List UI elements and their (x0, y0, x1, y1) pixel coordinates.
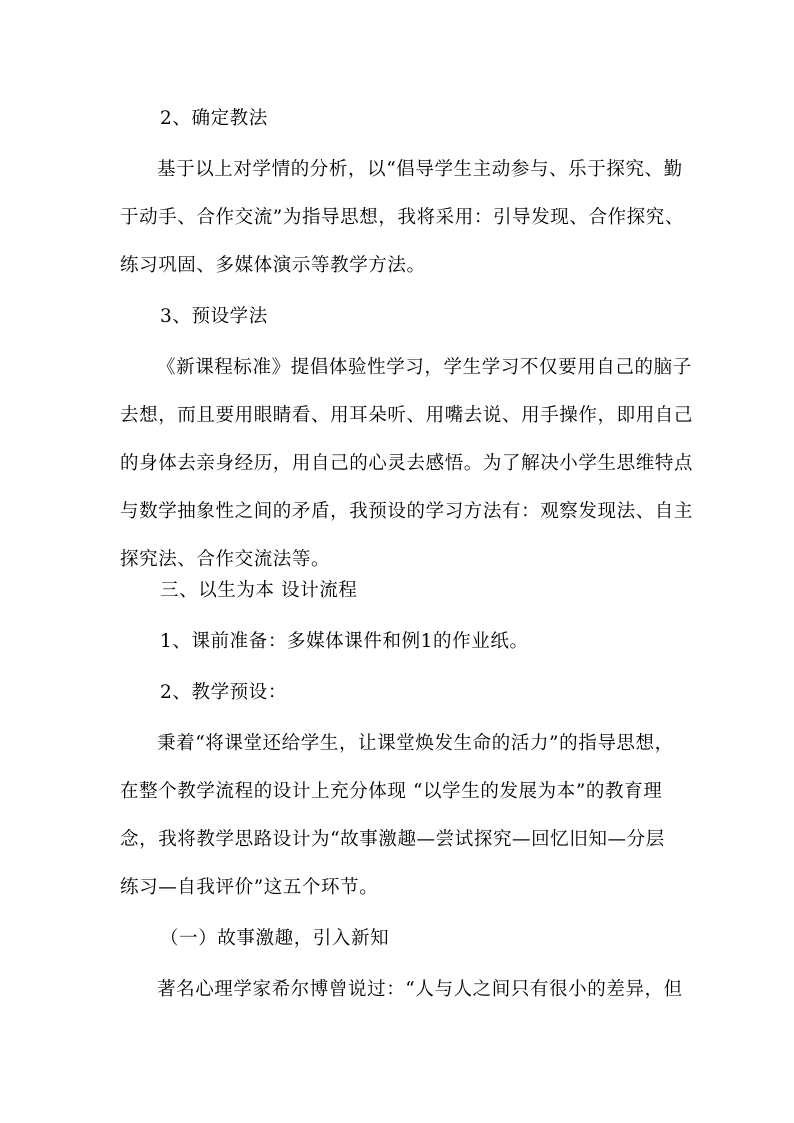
subsection-heading-story-intro: （一）故事激趣，引入新知 (160, 928, 390, 949)
paragraph-line: 在整个教学流程的设计上充分体现 “以学生的发展为本”的教育理 (120, 781, 663, 802)
paragraph-line: 著名心理学家希尔博曾说过：“人与人之间只有很小的差异，但 (157, 979, 683, 1000)
paragraph-line: 去想，而且要用眼睛看、用耳朵听、用嘴去说、用手操作，即用自己 (120, 405, 694, 426)
section-heading-learning-method: 3、预设学法 (160, 306, 268, 327)
paragraph-line: 基于以上对学情的分析，以“倡导学生主动参与、乐于探究、勤 (157, 159, 683, 180)
paragraph-line: 与数学抽象性之间的矛盾，我预设的学习方法有：观察发现法、自主 (120, 501, 694, 522)
section-heading-teaching-method: 2、确定教法 (160, 108, 268, 129)
paragraph-line: 练习巩固、多媒体演示等教学方法。 (120, 255, 426, 276)
paragraph-line: 探究法、合作交流法等。 (120, 549, 331, 570)
paragraph-line: 的身体去亲身经历，用自己的心灵去感悟。为了解决小学生思维特点 (120, 453, 694, 474)
paragraph-line: 秉着“将课堂还给学生，让课堂焕发生命的活力”的指导思想， (157, 733, 674, 754)
paragraph-line: 练习—自我评价”这五个环节。 (120, 877, 379, 898)
step-heading-teaching-plan: 2、教学预设： (160, 682, 287, 703)
paragraph-line: 《新课程标准》提倡体验性学习，学生学习不仅要用自己的脑子 (157, 357, 692, 378)
step-heading-preparation: 1、课前准备：多媒体课件和例1的作业纸。 (160, 631, 529, 652)
paragraph-line: 于动手、合作交流”为指导思想，我将采用：引导发现、合作探究、 (120, 207, 684, 228)
paragraph-line: 念，我将教学思路设计为“故事激趣—尝试探究—回忆旧知—分层 (120, 829, 665, 850)
part-heading-design-process: 三、以生为本 设计流程 (160, 580, 358, 601)
